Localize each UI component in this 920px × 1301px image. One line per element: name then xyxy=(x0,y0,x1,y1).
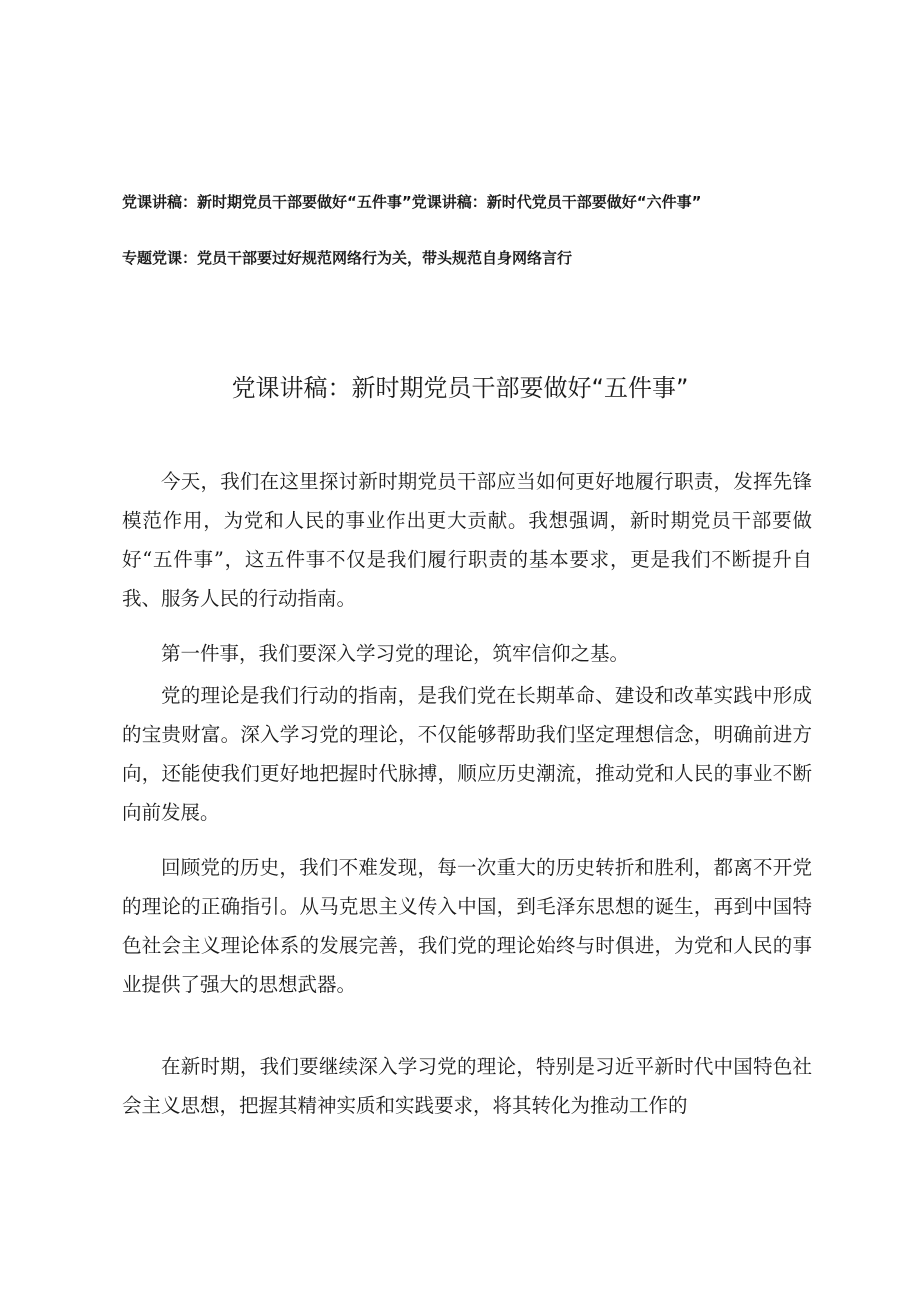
toc-entry-2: 专题党课：党员干部要过好规范网络行为关，带头规范自身网络言行 xyxy=(122,249,573,267)
paragraph-2: 第一件事，我们要深入学习党的理论，筑牢信仰之基。 xyxy=(161,642,630,665)
document-title: 党课讲稿：新时期党员干部要做好“五件事” xyxy=(231,374,689,402)
paragraph-5: 在新时期，我们要继续深入学习党的理论，特别是习近平新时代中国特色社会主义思想，把握其精神实质和实践要求，将其转化为推动工作的 xyxy=(122,1055,812,1117)
paragraph-3: 党的理论是我们行动的指南，是我们党在长期革命、建设和改革实践中形成的宝贵财富。深入学习党的理论，不仅能够帮助我们坚定理想信念，明确前进方向，还能使我们更好地把握时代脉搏，顺应历史潮流，推动党和人民的事业不断向前发展。 xyxy=(122,684,812,824)
paragraph-4: 回顾党的历史，我们不难发现，每一次重大的历史转折和胜利，都离不开党的理论的正确指引。从马克思主义传入中国，到毛泽东思想的诞生，再到中国特色社会主义理论体系的发展完善，我们党的理论始终与时俱进，为党和人民的事业提供了强大的思想武器。 xyxy=(122,856,812,996)
paragraph-1: 今天，我们在这里探讨新时期党员干部应当如何更好地履行职责，发挥先锋模范作用，为党和人民的事业作出更大贡献。我想强调，新时期党员干部要做好“五件事”，这五件事不仅是我们履行职责的基本要求，更是我们不断提升自我、服务人民的行动指南。 xyxy=(122,470,812,610)
toc-entry-1: 党课讲稿：新时期党员干部要做好“五件事”党课讲稿：新时代党员干部要做好“六件事” xyxy=(122,193,702,211)
